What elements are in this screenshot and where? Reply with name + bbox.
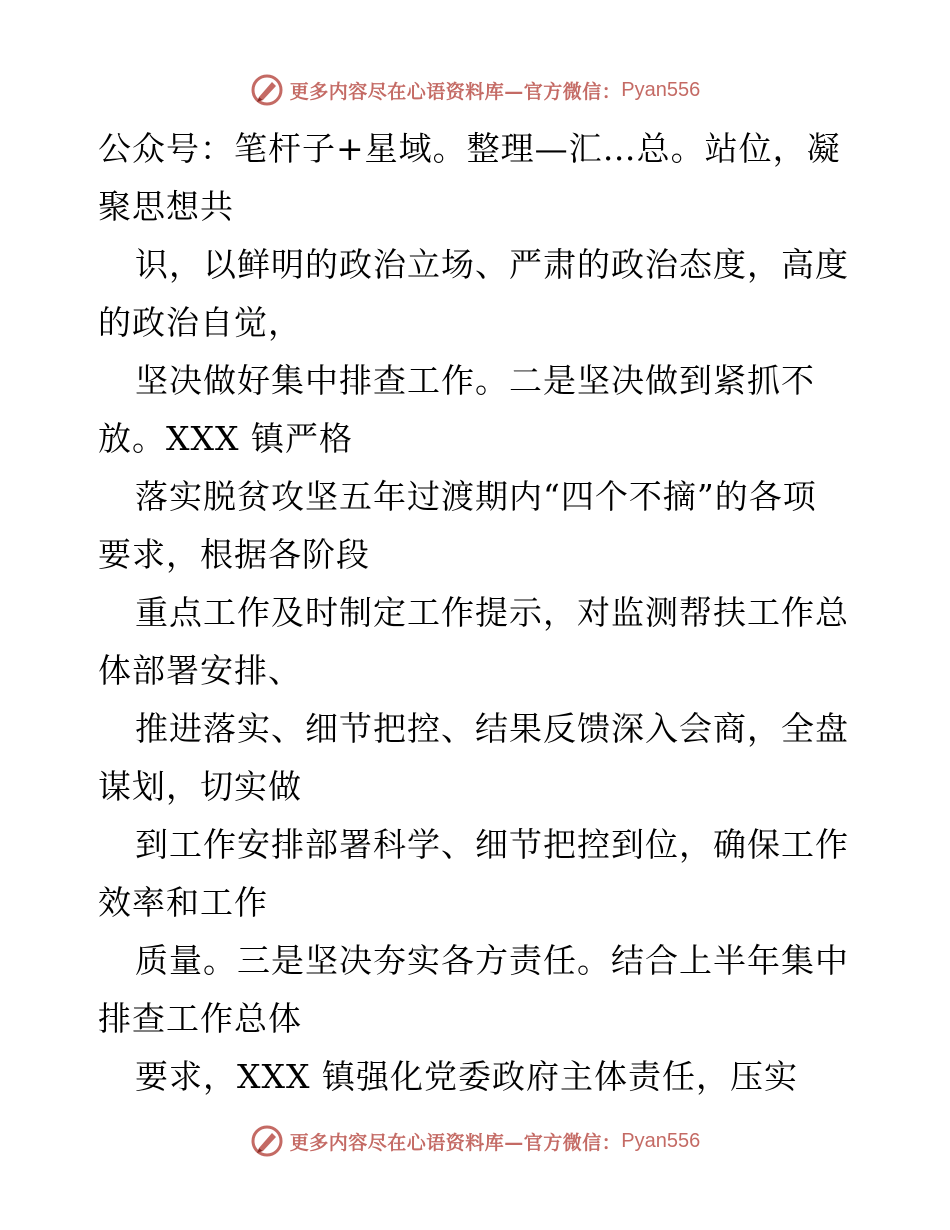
text-line: 公众号：笔杆子+星域。整理—汇…总。站位，凝 — [98, 129, 841, 168]
text-line: 的政治自觉， — [98, 303, 302, 342]
watermark-text: 更多内容尽在心语资料库—官方微信： — [289, 1131, 622, 1154]
watermark-wechat-id: Pyan556 — [621, 1129, 701, 1152]
text-line: 要求，根据各阶段 — [98, 535, 370, 574]
text-line: 识，以鲜明的政治立场、严肃的政治态度，高度 — [135, 245, 849, 284]
header-watermark — [0, 70, 950, 110]
text-line: 落实脱贫攻坚五年过渡期内“四个不摘”的各项 — [135, 477, 817, 516]
text-line: 重点工作及时制定工作提示，对监测帮扶工作总 — [135, 593, 849, 632]
text-line: 质量。三是坚决夯实各方责任。结合上半年集中 — [135, 941, 849, 980]
logo-icon — [250, 73, 284, 107]
watermark-text: 更多内容尽在心语资料库—官方微信： — [289, 80, 622, 103]
text-line: 推进落实、细节把控、结果反馈深入会商，全盘 — [135, 709, 849, 748]
text-line: 排查工作总体 — [98, 999, 302, 1038]
text-line: 放。XXX 镇严格 — [98, 419, 353, 458]
text-line: 谋划，切实做 — [98, 767, 302, 806]
text-line: 聚思想共 — [98, 187, 234, 226]
text-line: 体部署安排、 — [98, 651, 302, 690]
footer-watermark — [0, 1121, 950, 1161]
text-line: 要求，XXX 镇强化党委政府主体责任，压实 — [135, 1057, 798, 1096]
watermark-wechat-id: Pyan556 — [621, 78, 701, 101]
text-line: 坚决做好集中排查工作。二是坚决做到紧抓不 — [135, 361, 815, 400]
text-line: 效率和工作 — [98, 883, 268, 922]
document-body — [98, 120, 858, 1106]
text-line: 到工作安排部署科学、细节把控到位，确保工作 — [135, 825, 849, 864]
logo-icon — [250, 1124, 284, 1158]
